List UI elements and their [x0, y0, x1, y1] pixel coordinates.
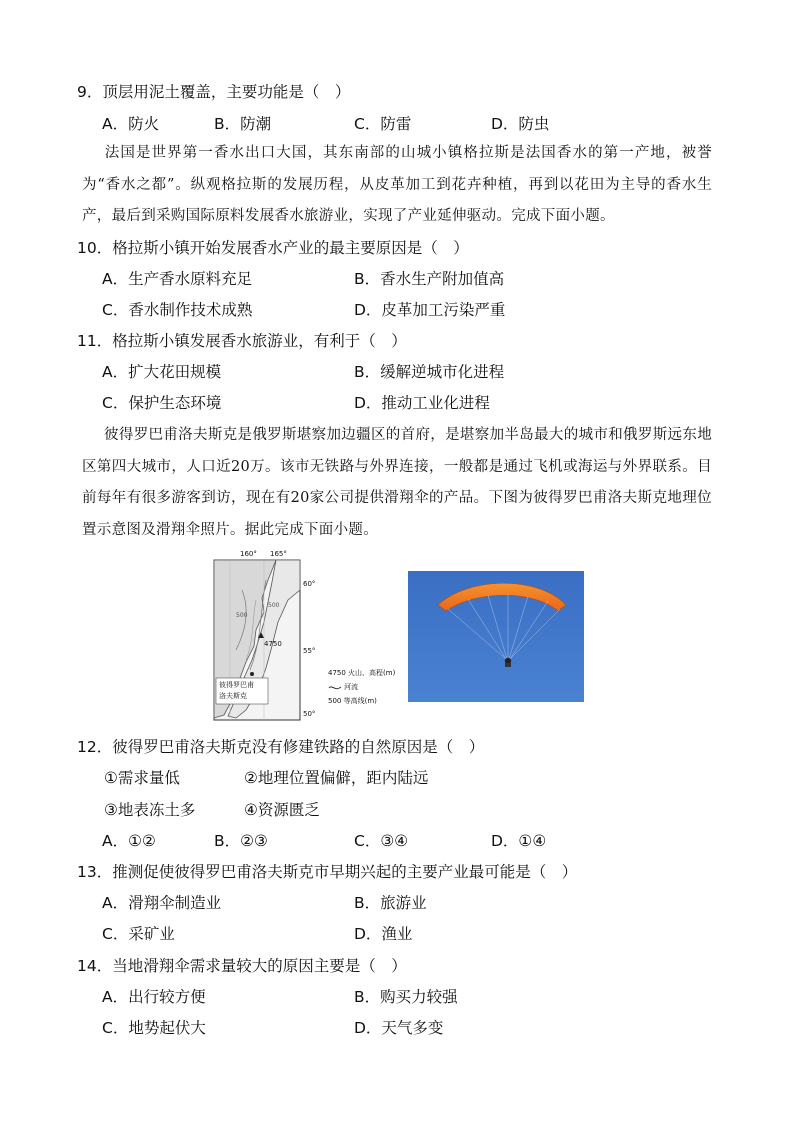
q9-option-b[interactable]: B．防潮	[214, 115, 272, 133]
latitude-60-label: 60°	[303, 580, 316, 588]
q12-item-1: ①需求量低	[104, 769, 180, 787]
longitude-165-label: 165°	[270, 550, 287, 558]
q12-item-3: ③地表冻土多	[104, 801, 196, 819]
question-10-stem: 10．格拉斯小镇开始发展香水产业的最主要原因是（ ）	[77, 239, 469, 257]
legend-contour: 500 等高线(m)	[328, 697, 377, 705]
q12-item-4: ④资源匮乏	[244, 801, 320, 819]
q9-option-a[interactable]: A．防火	[102, 115, 160, 133]
map-legend	[328, 668, 410, 714]
q12-option-d[interactable]: D．①④	[491, 832, 547, 850]
q9-option-d[interactable]: D．防虫	[491, 115, 550, 133]
question-9-stem: 9．顶层用泥土覆盖，主要功能是（ ）	[77, 83, 351, 101]
question-11-stem: 11．格拉斯小镇发展香水旅游业，有利于（ ）	[77, 332, 407, 350]
city-label-line1: 彼得罗巴甫	[219, 681, 254, 689]
q9-option-c[interactable]: C．防雷	[354, 115, 412, 133]
longitude-160-label: 160°	[240, 550, 257, 558]
q10-option-c[interactable]: C．香水制作技术成熟	[102, 301, 253, 319]
latitude-50-label: 50°	[303, 710, 316, 718]
q13-option-a[interactable]: A．滑翔伞制造业	[102, 894, 222, 912]
q12-option-a[interactable]: A．①②	[102, 832, 156, 850]
passage-grasse	[82, 138, 712, 233]
legend-volcano: 4750 火山、高程(m)	[328, 669, 396, 677]
city-label-line2: 洛夫斯克	[219, 692, 247, 700]
question-12-stem: 12．彼得罗巴甫洛夫斯克没有修建铁路的自然原因是（ ）	[77, 738, 485, 756]
q13-option-d[interactable]: D．渔业	[354, 925, 413, 943]
q11-option-b[interactable]: B．缓解逆城市化进程	[354, 363, 505, 381]
q14-option-d[interactable]: D．天气多变	[354, 1019, 444, 1037]
legend-river: 河流	[344, 683, 358, 691]
q10-option-a[interactable]: A．生产香水原料充足	[102, 270, 253, 288]
passage-petropavlovsk	[82, 420, 712, 546]
contour-label-2: 500	[268, 602, 280, 609]
passage-petropavlovsk-text: 彼得罗巴甫洛夫斯克是俄罗斯堪察加边疆区的首府，是堪察加半岛最大的城市和俄罗斯远东地区第四大城市，人口近20万。该市无铁路与外界连接，一般都是通过飞机或海运与外界联系。目前每年有很多游客到访，现在有20家公司提供滑翔伞的产品。下图为彼得罗巴甫洛夫斯克地理位置示意图及滑翔伞照片。据此完成下面小题。	[82, 427, 712, 538]
kamchatka-map	[206, 550, 326, 722]
city-marker	[250, 672, 254, 676]
q10-option-b[interactable]: B．香水生产附加值高	[354, 270, 505, 288]
q13-option-c[interactable]: C．采矿业	[102, 925, 175, 943]
q10-option-d[interactable]: D．皮革加工污染严重	[354, 301, 506, 319]
q13-option-b[interactable]: B．旅游业	[354, 894, 427, 912]
question-13-stem: 13．推测促使彼得罗巴甫洛夫斯克市早期兴起的主要产业最可能是（ ）	[77, 863, 578, 881]
q11-option-a[interactable]: A．扩大花田规模	[102, 363, 222, 381]
peak-elevation-label: 4750	[264, 640, 282, 648]
question-14-stem: 14．当地滑翔伞需求量较大的原因主要是（ ）	[77, 957, 407, 975]
q14-option-a[interactable]: A．出行较方便	[102, 988, 206, 1006]
q12-option-b[interactable]: B．②③	[214, 832, 268, 850]
passage-grasse-text: 法国是世界第一香水出口大国，其东南部的山城小镇格拉斯是法国香水的第一产地，被誉为“香水之都”。纵观格拉斯的发展历程，从皮革加工到花卉种植，再到以花田为主导的香水生产，最后到采购国际原料发展香水旅游业，实现了产业延伸驱动。完成下面小题。	[82, 145, 712, 224]
paraglider-photo	[408, 571, 584, 702]
q12-option-c[interactable]: C．③④	[354, 832, 409, 850]
q14-option-c[interactable]: C．地势起伏大	[102, 1019, 206, 1037]
q11-option-c[interactable]: C．保护生态环境	[102, 394, 222, 412]
river-icon	[328, 684, 342, 692]
q11-option-d[interactable]: D．推动工业化进程	[354, 394, 490, 412]
latitude-55-label: 55°	[303, 647, 316, 655]
q14-option-b[interactable]: B．购买力较强	[354, 988, 458, 1006]
q12-item-2: ②地理位置偏僻，距内陆远	[244, 769, 429, 787]
contour-label-1: 500	[236, 612, 248, 619]
